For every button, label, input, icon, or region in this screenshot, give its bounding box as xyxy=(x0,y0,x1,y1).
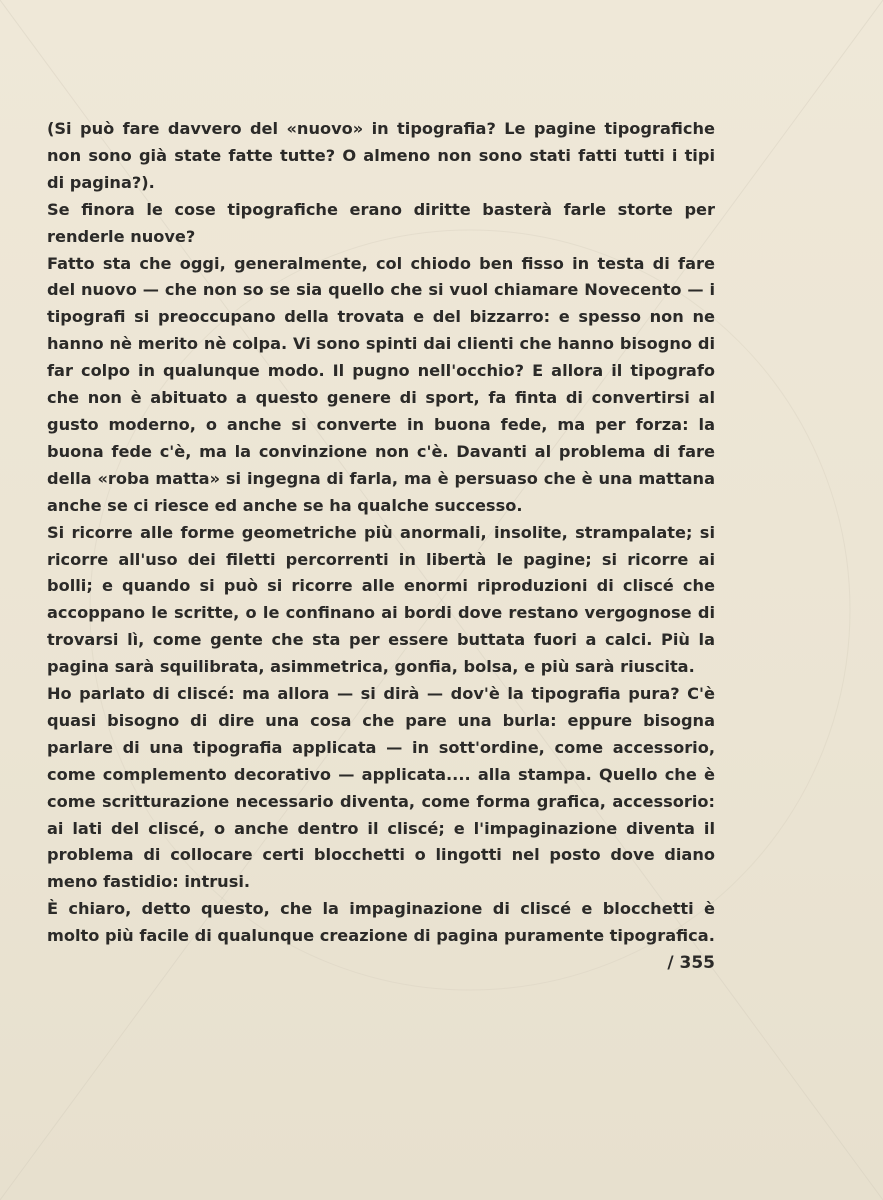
paragraph-6: È chiaro, detto questo, che la impaginazione di cliscé e blocchetti è molto più facile di qualunque creazione di pagina puramente tipografica. xyxy=(47,899,715,946)
paragraph-3: Fatto sta che oggi, generalmente, col chiodo ben fisso in testa di fare del nuovo — che non so se sia quello che si vuol chiamare Novecento — i tipografi si preoccupano della trovata e del bizzarro: e spesso non ne hanno nè merito nè colpa. Vi sono spinti dai clienti che hanno bisogno di far colpo in qualunque modo. Il pugno nell'occhio? E allora il tipografo che non è abituato a questo genere di sport, fa finta di convertirsi al gusto moderno, o anche si converte in buona fede, ma per forza: la buona fede c'è, ma la convinzione non c'è. Davanti al problema di fare della «roba matta» si ingegna di farla, ma è persuaso che è una mattana anche se ci riesce ed anche se ha qualche successo. xyxy=(47,253,715,515)
paragraph-5: Ho parlato di cliscé: ma allora — si dirà — dov'è la tipografia pura? C'è quasi bisogno di dire una cosa che pare una burla: eppure bisogna parlare di una tipografia applicata — in sott'ordine, come accessorio, come complemento decorativo — applicata.... alla stampa. Quello che è come scritturazione necessario diventa, come forma grafica, accessorio: ai lati del cliscé, o anche dentro il cliscé; e l'impaginazione diventa il problema di collocare certi blocchetti o lingotti nel posto dove diano meno fastidio: intrusi. xyxy=(47,684,715,892)
body-text xyxy=(47,116,715,950)
page-number: / 355 xyxy=(667,953,715,973)
paragraph-2: Se finora le cose tipografiche erano diritte basterà farle storte per renderle nuove? xyxy=(47,199,715,246)
paragraph-1: (Si può fare davvero del «nuovo» in tipografia? Le pagine tipografiche non sono già state fatte tutte? O almeno non sono stati fatti tutti i tipi di pagina?). xyxy=(47,119,715,192)
paragraph-4: Si ricorre alle forme geometriche più anormali, insolite, strampalate; si ricorre all'uso dei filetti percorrenti in libertà le pagine; si ricorre ai bolli; e quando si può si ricorre alle enormi riproduzioni di cliscé che accoppano le scritte, o le confinano ai bordi dove restano vergognose di trovarsi lì, come gente che sta per essere buttata fuori a calci. Più la pagina sarà squilibrata, asimmetrica, gonfia, bolsa, e più sarà riuscita. xyxy=(47,522,715,677)
